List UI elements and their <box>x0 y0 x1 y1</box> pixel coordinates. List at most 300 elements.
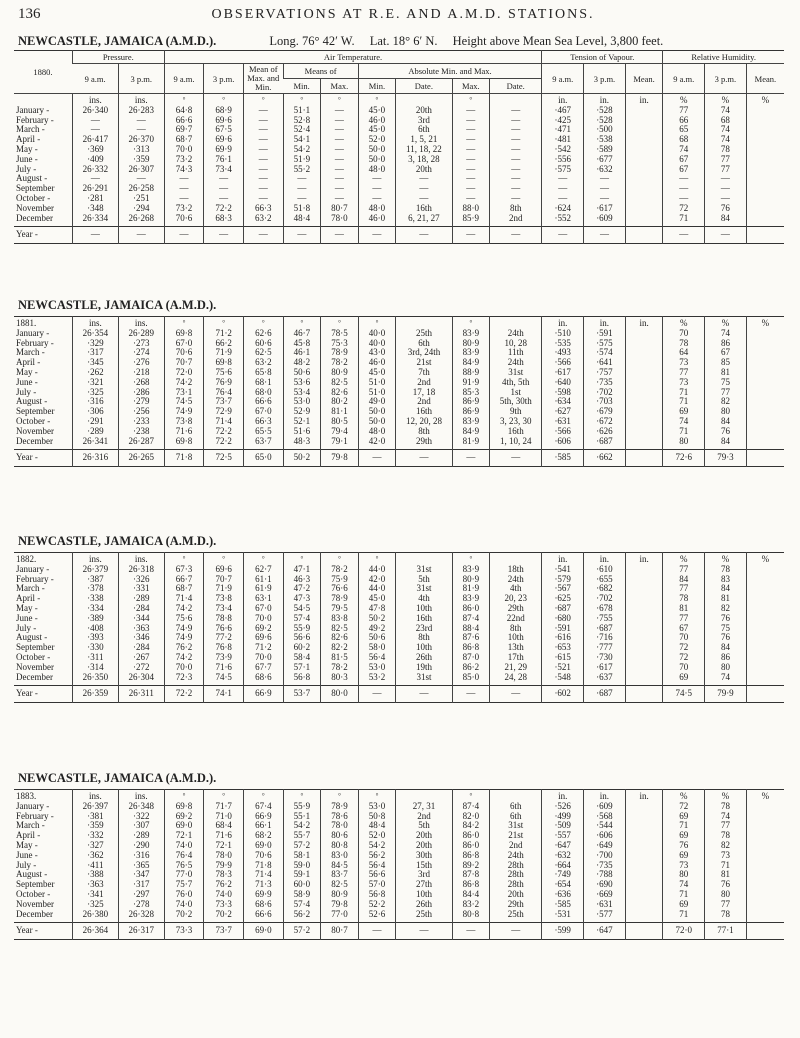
table-row <box>14 821 784 831</box>
table-cell: 71·8 <box>244 861 284 871</box>
table-cell: 68·0 <box>244 388 284 398</box>
month-label: January - <box>16 564 50 574</box>
unit-h3: % <box>705 94 747 106</box>
table-cell <box>746 397 784 407</box>
table-cell: 16th <box>490 427 542 437</box>
table-cell: ·278 <box>118 900 164 910</box>
table-cell <box>625 388 663 398</box>
year-total-cell: 26·316 <box>72 450 118 467</box>
table-cell: 71 <box>663 890 705 900</box>
unit-empty <box>396 790 452 802</box>
table-cell: 80·5 <box>321 417 359 427</box>
unit-amax: ° <box>452 317 490 329</box>
table-cell: 28th <box>490 861 542 871</box>
year-total-cell: 72·5 <box>204 450 244 467</box>
table-cell: 69 <box>663 900 705 910</box>
header-sub-max-4: Max. <box>452 79 490 94</box>
table-cell: 47·2 <box>283 584 321 594</box>
table-cell: 77·0 <box>164 870 204 880</box>
table-cell: 80·2 <box>321 397 359 407</box>
table-cell: 73 <box>705 851 747 861</box>
table-cell: 75 <box>705 624 747 634</box>
table-row <box>14 106 784 116</box>
table-cell: 68 <box>663 135 705 145</box>
table-cell: 85·3 <box>452 388 490 398</box>
table-cell: ·579 <box>542 575 584 585</box>
table-cell: 70·7 <box>204 575 244 585</box>
table-cell: 72·2 <box>204 427 244 437</box>
table-cell: 26·332 <box>72 165 118 175</box>
table-cell: ·306 <box>72 407 118 417</box>
table-cell: ·664 <box>542 861 584 871</box>
table-cell: ·381 <box>72 812 118 822</box>
table-cell: 54·2 <box>283 145 321 155</box>
month-label: May - <box>16 144 38 154</box>
table-cell: 70·0 <box>244 653 284 663</box>
table-cell: 86·9 <box>452 407 490 417</box>
table-cell: ·500 <box>584 125 626 135</box>
table-cell: ·682 <box>584 584 626 594</box>
table-cell: 72·0 <box>164 368 204 378</box>
table-cell: 1, 5, 21 <box>396 135 452 145</box>
table-cell: 10th <box>396 643 452 653</box>
year-row-label: Year - <box>14 923 72 940</box>
table-cell: ·273 <box>118 339 164 349</box>
table-cell: 31st <box>396 565 452 575</box>
table-cell: 26th <box>396 653 452 663</box>
month-label: August - <box>16 174 48 184</box>
table-row <box>14 116 784 126</box>
table-cell: 71·2 <box>204 329 244 339</box>
table-cell: ·690 <box>584 880 626 890</box>
year-total-cell: — <box>72 227 118 244</box>
table-cell: ·330 <box>72 643 118 653</box>
year-total-cell: 26·311 <box>118 686 164 703</box>
year-total-cell: — <box>164 227 204 244</box>
table-cell <box>746 194 784 204</box>
table-cell: 77 <box>705 900 747 910</box>
table-cell: 49·2 <box>358 624 396 634</box>
table-cell: 74·0 <box>164 900 204 910</box>
header-abs: Absolute Min. and Max. <box>358 64 542 79</box>
table-cell: ·388 <box>72 870 118 880</box>
table-cell: 74 <box>663 880 705 890</box>
table-cell: 4th <box>396 594 452 604</box>
table-cell: ·481 <box>542 135 584 145</box>
table-cell: 74·0 <box>164 841 204 851</box>
unit-t3: ° <box>204 790 244 802</box>
table-cell: 76·0 <box>164 890 204 900</box>
table-row <box>14 841 784 851</box>
table-cell: 26·304 <box>118 673 164 686</box>
table-cell: 66·6 <box>164 116 204 126</box>
table-cell: ·788 <box>584 870 626 880</box>
table-cell: — <box>243 155 283 165</box>
header-sub-date-3: Date. <box>396 79 452 94</box>
table-cell: — <box>542 194 584 204</box>
table-cell <box>746 165 784 175</box>
year-row-label: Year - <box>14 450 72 467</box>
table-cell: 70 <box>663 633 705 643</box>
table-cell: 77 <box>705 821 747 831</box>
table-cell: 82·2 <box>321 643 359 653</box>
table-cell: ·577 <box>584 910 626 923</box>
table-row <box>14 831 784 841</box>
table-cell: 26·340 <box>72 106 118 116</box>
table-cell: ·359 <box>72 821 118 831</box>
table-cell <box>746 841 784 851</box>
table-cell <box>746 358 784 368</box>
table-cell: 83·9 <box>452 348 490 358</box>
table-cell: 51·8 <box>283 204 321 214</box>
table-cell: ·653 <box>542 643 584 653</box>
table-cell: 66·1 <box>244 821 284 831</box>
table-cell: ·425 <box>542 116 584 126</box>
table-row <box>14 802 784 812</box>
table-row <box>14 614 784 624</box>
year-total-cell: — <box>452 227 490 244</box>
table-cell: 12, 20, 28 <box>396 417 452 427</box>
table-cell <box>625 194 663 204</box>
table-cell: 64 <box>663 348 705 358</box>
unit-t3: ° <box>204 317 244 329</box>
table-cell: 26·291 <box>72 184 118 194</box>
table-cell <box>625 407 663 417</box>
table-cell: — <box>490 194 542 204</box>
table-cell: 69·0 <box>244 841 284 851</box>
table-cell: 56·2 <box>283 910 321 923</box>
table-cell: 48·0 <box>358 165 396 175</box>
month-label: August - <box>16 870 48 880</box>
table-cell: 61·9 <box>244 584 284 594</box>
table-cell: ·317 <box>118 880 164 890</box>
table-cell: 56·6 <box>358 870 396 880</box>
month-label: October - <box>16 416 51 426</box>
table-cell: 69·8 <box>164 802 204 812</box>
table-cell: 1st <box>490 388 542 398</box>
table-cell: 86·2 <box>452 663 490 673</box>
table-row <box>14 880 784 890</box>
header-p3: 3 p.m. <box>118 64 164 94</box>
table-cell: 74 <box>705 329 747 339</box>
table-cell: ·678 <box>584 604 626 614</box>
year-total-cell: — <box>118 227 164 244</box>
year-total-cell: 26·364 <box>72 923 118 940</box>
year-total-cell <box>625 686 663 703</box>
unit-mean: ° <box>244 317 284 329</box>
table-cell: 71·7 <box>204 802 244 812</box>
table-cell <box>746 329 784 339</box>
table-cell: 81 <box>705 368 747 378</box>
table-cell: — <box>243 116 283 126</box>
table-cell: 60·6 <box>244 339 284 349</box>
table-cell: ·669 <box>584 890 626 900</box>
table-cell: ·311 <box>72 653 118 663</box>
table-cell: 84 <box>663 575 705 585</box>
table-cell: ·345 <box>72 358 118 368</box>
year-total-cell: — <box>396 450 452 467</box>
table-cell <box>746 125 784 135</box>
table-cell: 48·3 <box>283 437 321 450</box>
unit-vmean: in. <box>625 553 663 565</box>
month-label: September <box>16 643 55 653</box>
table-cell: 80·3 <box>321 673 359 686</box>
table-cell: 28th <box>490 870 542 880</box>
unit-p3: ins. <box>118 553 164 565</box>
table-cell: ·641 <box>584 358 626 368</box>
table-cell: ·326 <box>118 575 164 585</box>
month-label: February - <box>16 811 54 821</box>
table-cell: 3, 23, 30 <box>490 417 542 427</box>
table-row <box>14 194 784 204</box>
unit-t9: ° <box>164 317 204 329</box>
table-cell: ·757 <box>584 368 626 378</box>
table-cell: 21st <box>396 358 452 368</box>
table-cell: — <box>164 174 204 184</box>
table-cell: 76·5 <box>164 861 204 871</box>
table-cell: ·755 <box>584 614 626 624</box>
table-cell: 53·0 <box>358 663 396 673</box>
unit-empty <box>490 94 542 106</box>
year-total-cell: — <box>452 923 490 940</box>
table-cell: — <box>243 125 283 135</box>
table-cell: 74·9 <box>164 624 204 634</box>
table-cell: 82·5 <box>321 880 359 890</box>
page-number: 136 <box>18 6 41 22</box>
table-row <box>14 851 784 861</box>
unit-amin: ° <box>358 94 396 106</box>
table-cell: 91·9 <box>452 378 490 388</box>
table-cell: 78·9 <box>321 594 359 604</box>
table-cell: 26·380 <box>72 910 118 923</box>
unit-empty <box>490 790 542 802</box>
table-cell: 72 <box>663 802 705 812</box>
table-cell: — <box>396 174 452 184</box>
table-cell: ·679 <box>584 407 626 417</box>
table-cell: 75·9 <box>321 575 359 585</box>
table-cell: ·528 <box>584 106 626 116</box>
table-cell: 56·4 <box>358 861 396 871</box>
table-cell <box>625 831 663 841</box>
table-cell <box>625 575 663 585</box>
table-cell: — <box>204 174 244 184</box>
table-cell <box>746 214 784 227</box>
table-cell: 54·1 <box>283 135 321 145</box>
table-cell <box>625 368 663 378</box>
table-cell: 86·0 <box>452 831 490 841</box>
table-cell: 73·3 <box>204 900 244 910</box>
table-cell: — <box>490 174 542 184</box>
table-cell: 56·6 <box>283 633 321 643</box>
table-cell: 78·2 <box>321 565 359 575</box>
table-cell: 10th <box>396 604 452 614</box>
year-total-row <box>14 450 784 467</box>
table-cell: ·632 <box>584 165 626 175</box>
table-cell: 68·1 <box>244 378 284 388</box>
table-cell: ·363 <box>72 880 118 890</box>
table-cell: 57·1 <box>283 663 321 673</box>
table-cell: 70·6 <box>164 214 204 227</box>
table-cell: 73 <box>663 378 705 388</box>
table-cell: 75·7 <box>164 880 204 890</box>
table-cell: — <box>358 194 396 204</box>
table-cell: 74 <box>705 673 747 686</box>
observations-table <box>14 552 784 703</box>
unit-t9: ° <box>164 94 204 106</box>
year-total-cell: 74·1 <box>204 686 244 703</box>
table-cell: ·531 <box>542 910 584 923</box>
unit-mean: ° <box>244 790 284 802</box>
table-row <box>14 584 784 594</box>
table-cell: 47·8 <box>358 604 396 614</box>
table-cell: 30th <box>396 851 452 861</box>
month-label: March - <box>16 584 45 594</box>
table-cell: 53·4 <box>283 388 321 398</box>
table-row <box>14 643 784 653</box>
table-cell: 67 <box>663 165 705 175</box>
table-row <box>14 633 784 643</box>
year-total-cell: 77·1 <box>705 923 747 940</box>
unit-p9: ins. <box>72 553 118 565</box>
table-cell: 76 <box>663 841 705 851</box>
table-cell: 73·8 <box>204 594 244 604</box>
table-cell: 68·9 <box>204 106 244 116</box>
table-cell <box>625 378 663 388</box>
table-cell: ·575 <box>542 165 584 175</box>
table-cell: ·700 <box>584 851 626 861</box>
table-cell: 69·9 <box>204 145 244 155</box>
unit-hmean: % <box>746 553 784 565</box>
table-row <box>14 890 784 900</box>
table-cell <box>625 184 663 194</box>
table-cell <box>625 851 663 861</box>
table-cell: 63·2 <box>243 214 283 227</box>
table-cell: 54·2 <box>283 821 321 831</box>
table-row <box>14 673 784 686</box>
table-cell <box>746 663 784 673</box>
table-cell: 73·8 <box>164 417 204 427</box>
unit-h9: % <box>663 317 705 329</box>
table-cell: 11th <box>490 348 542 358</box>
table-cell <box>746 614 784 624</box>
table-cell <box>746 565 784 575</box>
year-row-label: Year - <box>14 686 72 703</box>
table-cell: 50·0 <box>358 155 396 165</box>
table-cell: 60·2 <box>283 643 321 653</box>
table-cell: 86·8 <box>452 880 490 890</box>
table-cell: — <box>705 184 747 194</box>
year-total-cell: 69·0 <box>244 923 284 940</box>
year-total-cell: ·662 <box>584 450 626 467</box>
table-cell: ·276 <box>118 358 164 368</box>
table-cell: 63·2 <box>244 358 284 368</box>
table-cell: 69·2 <box>164 812 204 822</box>
table-cell: ·365 <box>118 861 164 871</box>
table-cell: 82 <box>705 841 747 851</box>
year-total-cell: — <box>358 450 396 467</box>
table-cell: 53·6 <box>283 378 321 388</box>
table-cell: ·730 <box>584 653 626 663</box>
table-cell: 87·4 <box>452 802 490 812</box>
table-cell: ·544 <box>584 821 626 831</box>
table-cell: ·331 <box>118 584 164 594</box>
table-cell <box>746 812 784 822</box>
table-cell: 76·6 <box>204 624 244 634</box>
table-cell: ·702 <box>584 594 626 604</box>
table-cell: 31st <box>396 673 452 686</box>
table-cell: 74 <box>663 145 705 155</box>
table-cell: 71 <box>705 861 747 871</box>
table-cell: 44·0 <box>358 565 396 575</box>
table-cell: ·408 <box>72 624 118 634</box>
table-cell: ·716 <box>584 633 626 643</box>
table-cell: — <box>663 184 705 194</box>
header-humidity: Relative Humidity. <box>663 51 784 64</box>
header-mean_maxmin: Mean of Max. and Min. <box>243 64 283 94</box>
table-cell: — <box>490 125 542 135</box>
table-row <box>14 348 784 358</box>
table-cell: 58·0 <box>358 643 396 653</box>
table-cell: 79·9 <box>204 861 244 871</box>
unit-empty <box>490 553 542 565</box>
section-title-1881 <box>18 298 266 313</box>
table-cell: — <box>452 165 490 175</box>
table-cell: 42·0 <box>358 575 396 585</box>
table-cell: ·631 <box>542 417 584 427</box>
table-cell <box>625 594 663 604</box>
table-cell: 80·9 <box>452 339 490 349</box>
table-cell: 69·7 <box>164 125 204 135</box>
table-cell: 72·9 <box>204 407 244 417</box>
table-cell: 74 <box>705 135 747 145</box>
table-cell: 8th <box>396 633 452 643</box>
table-cell: 66·9 <box>244 812 284 822</box>
table-cell: 28th <box>490 880 542 890</box>
table-cell: 51·1 <box>283 106 321 116</box>
table-row <box>14 329 784 339</box>
table-cell: ·284 <box>118 604 164 614</box>
table-cell: ·369 <box>72 145 118 155</box>
table-cell: 70·0 <box>244 614 284 624</box>
table-cell: 50·6 <box>358 633 396 643</box>
table-cell: 84 <box>705 417 747 427</box>
table-cell <box>625 584 663 594</box>
table-cell: 83·9 <box>452 565 490 575</box>
table-cell: 81 <box>705 870 747 880</box>
unit-amax: ° <box>452 553 490 565</box>
table-cell <box>746 575 784 585</box>
table-cell: 52·6 <box>358 910 396 923</box>
table-cell: ·606 <box>542 437 584 450</box>
table-cell <box>746 427 784 437</box>
table-cell: 9th <box>490 407 542 417</box>
table-cell: ·363 <box>118 624 164 634</box>
table-cell: 71·4 <box>204 417 244 427</box>
table-cell: 84 <box>705 584 747 594</box>
table-cell <box>746 890 784 900</box>
table-cell: ·338 <box>72 594 118 604</box>
table-cell: 78 <box>663 594 705 604</box>
table-cell: — <box>321 184 359 194</box>
table-cell: 77 <box>705 155 747 165</box>
table-cell: ·566 <box>542 427 584 437</box>
table-cell: — <box>452 155 490 165</box>
table-cell: 76 <box>705 614 747 624</box>
table-cell: 29th <box>396 437 452 450</box>
table-cell: 71 <box>663 214 705 227</box>
month-label: December <box>16 436 53 446</box>
unit-p9: ins. <box>72 317 118 329</box>
